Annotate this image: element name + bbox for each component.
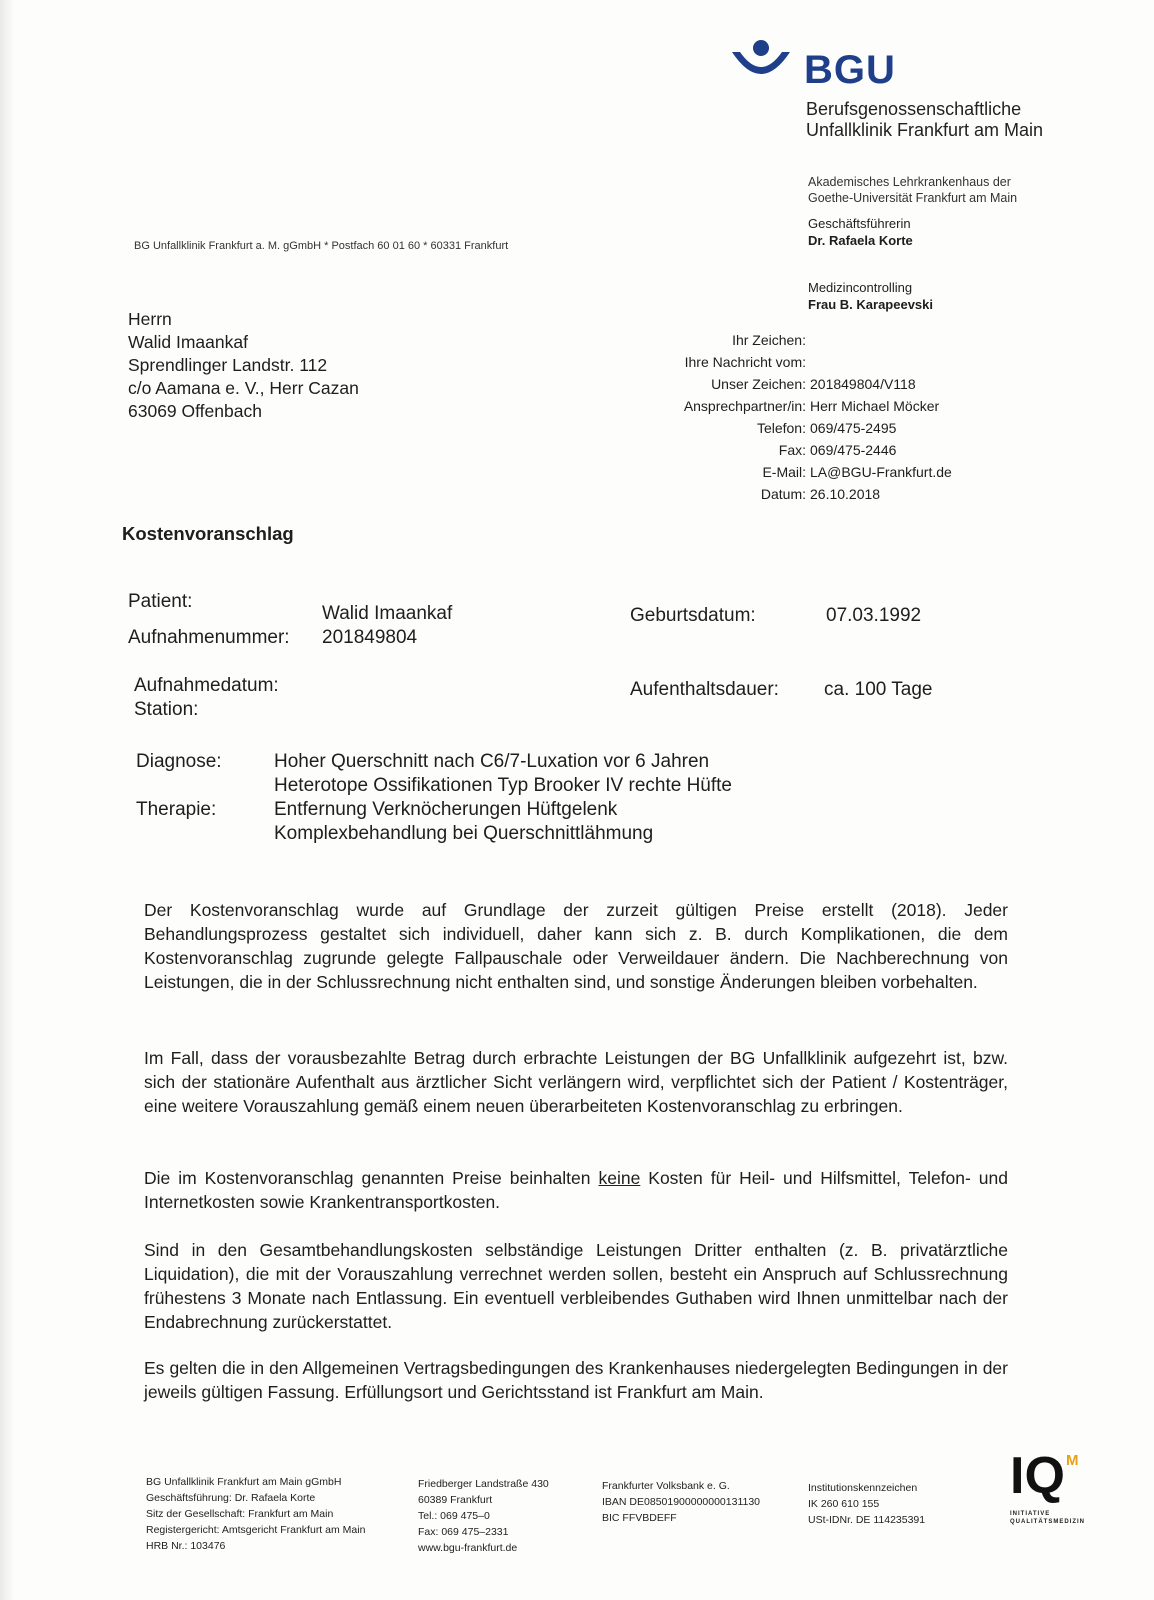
paragraph-prepayment: Im Fall, dass der vorausbezahlte Betrag durch erbrachte Leistungen der BG Unfallklinik aufgezehrt ist, bzw. sich der stationäre Aufenthalt aus ärztlicher Sicht verlängern wird, verpflichtet sich der Patient / Kostenträger, eine weitere Vorauszahlung gemäß einem neuen überarbeiteten Kostenvoranschlag zu erbringen. [144,1048,1008,1116]
ref-row: Fax: 069/475-2446 [778,442,897,458]
therapy-line-1: Entfernung Verknöcherungen Hüftgelenk [274,799,618,820]
reference-block [580,329,1010,505]
bgu-logo-text: BGU [804,48,896,92]
patient-name: Walid Imaankaf [322,603,453,624]
footer-address: Friedberger Landstraße 430 60389 Frankfurt Tel.: 069 475–0 Fax: 069 475–2331 www.bgu-frankfurt.de [418,1478,549,1554]
bgu-logo-icon [730,38,792,84]
admission-no-value: 201849804 [322,627,418,648]
paragraph-pricing: Der Kostenvoranschlag wurde auf Grundlage der zurzeit gültigen Preise erstellt (2018). Jeder Behandlungsprozess gestaltet sich individuell, daher kann sich z. B. durch Komplikationen, die dem Kostenvoranschlag zugrunde gelegte Fallpauschale oder Verweildauer ändern. Die Nachberechnung von Leistungen, die in der Schlussrechnung nicht enthalten sind, und sonstige Änderungen bleiben vorbehalten. [144,900,1008,992]
station-label: Station: [134,699,199,720]
ref-row: Ansprechpartner/in: Herr Michael Möcker [683,398,940,414]
diagnosis-line-1: Hoher Querschnitt nach C6/7-Luxation vor 6 Jahren [274,751,710,772]
stay-value: ca. 100 Tage [824,679,933,700]
iqm-logo-sup: M [1066,1452,1079,1469]
admission-no-label: Aufnahmenummer: [128,627,290,648]
iqm-logo-text: IQ [1010,1447,1065,1505]
ref-row: Unser Zeichen: 201849804/V118 [711,376,916,392]
paragraph-exclusions: Die im Kostenvoranschlag genannten Preise beinhalten keine Kosten für Heil- und Hilfsmittel, Telefon- und Internetkosten sowie Krankentransportkosten. [144,1168,1008,1212]
underlined-keine: keine [598,1168,641,1188]
dob-label: Geburtsdatum: [630,605,756,626]
header-meta: Akademisches Lehrkrankenhaus der Goethe-Universität Frankfurt am Main Geschäftsführerin Dr. Rafaela Korte Medizincontrolling Frau B. Karapeevski [808,175,1018,312]
therapy-label: Therapie: [136,799,217,820]
diagnosis-label: Diagnose: [136,751,222,772]
iqm-logo: IQ M INITIATIVE QUALITÄTSMEDIZIN [1010,1447,1085,1525]
website-link[interactable]: www.bgu-frankfurt.de [418,1542,518,1554]
ref-row: Datum: 26.10.2018 [760,486,881,502]
stay-label: Aufenthaltsdauer: [630,679,779,700]
paragraph-terms: Es gelten die in den Allgemeinen Vertragsbedingungen des Krankenhauses niedergelegten Bedingungen in der jeweils gültigen Fassung. Erfüllungsort und Gerichtsstand ist Frankfurt am Main. [144,1358,1008,1402]
footer-company: BG Unfallklinik Frankfurt am Main gGmbH Geschäftsführung: Dr. Rafaela Korte Sitz der Gesellschaft: Frankfurt am Main Registergericht: Amtsgericht Frankfurt am Main HRB Nr.: 103476 [146,1476,366,1552]
footer-bank: Frankfurter Volksbank e. G. IBAN DE08501900000000131130 BIC FFVBDEFF [602,1480,761,1524]
bgu-subtitle: Berufsgenossenschaftliche Unfallklinik Frankfurt am Main [806,99,1044,140]
page-edge-shadow [0,0,14,1600]
ref-row: Ihre Nachricht vom: [684,354,806,370]
therapy-line-2: Komplexbehandlung bei Querschnittlähmung [274,823,654,844]
paragraph-third-party: Sind in den Gesamtbehandlungskosten selbständige Leistungen Dritter enthalten (z. B. privatärztliche Liquidation), die mit der Vorauszahlung verrechnet werden sollen, besteht ein Anspruch auf Schlussrechnung frühestens 3 Monate nach Entlassung. Ein eventuell verbleibendes Guthaben wird Ihnen unmittelbar nach der Endabrechnung zurückerstattet. [144,1240,1008,1332]
recipient-address: Herrn Walid Imaankaf Sprendlinger Landstr. 112 c/o Aamana e. V., Herr Cazan 63069 Offenbach [128,309,359,421]
document-title: Kostenvoranschlag [122,523,294,544]
patient-label: Patient: [128,591,193,612]
dob-value: 07.03.1992 [826,605,922,626]
ref-row: Ihr Zeichen: [732,332,806,348]
ref-row: Telefon: 069/475-2495 [756,420,897,436]
diagnosis-line-2: Heterotope Ossifikationen Typ Brooker IV rechte Hüfte [274,775,732,796]
footer-ids: Institutionskennzeichen IK 260 610 155 USt-IDNr. DE 114235391 [808,1482,926,1526]
sender-line: BG Unfallklinik Frankfurt a. M. gGmbH * Postfach 60 01 60 * 60331 Frankfurt [134,240,509,252]
ref-row: E-Mail: LA@BGU-Frankfurt.de [762,464,952,480]
admission-date-label: Aufnahmedatum: [134,675,279,696]
